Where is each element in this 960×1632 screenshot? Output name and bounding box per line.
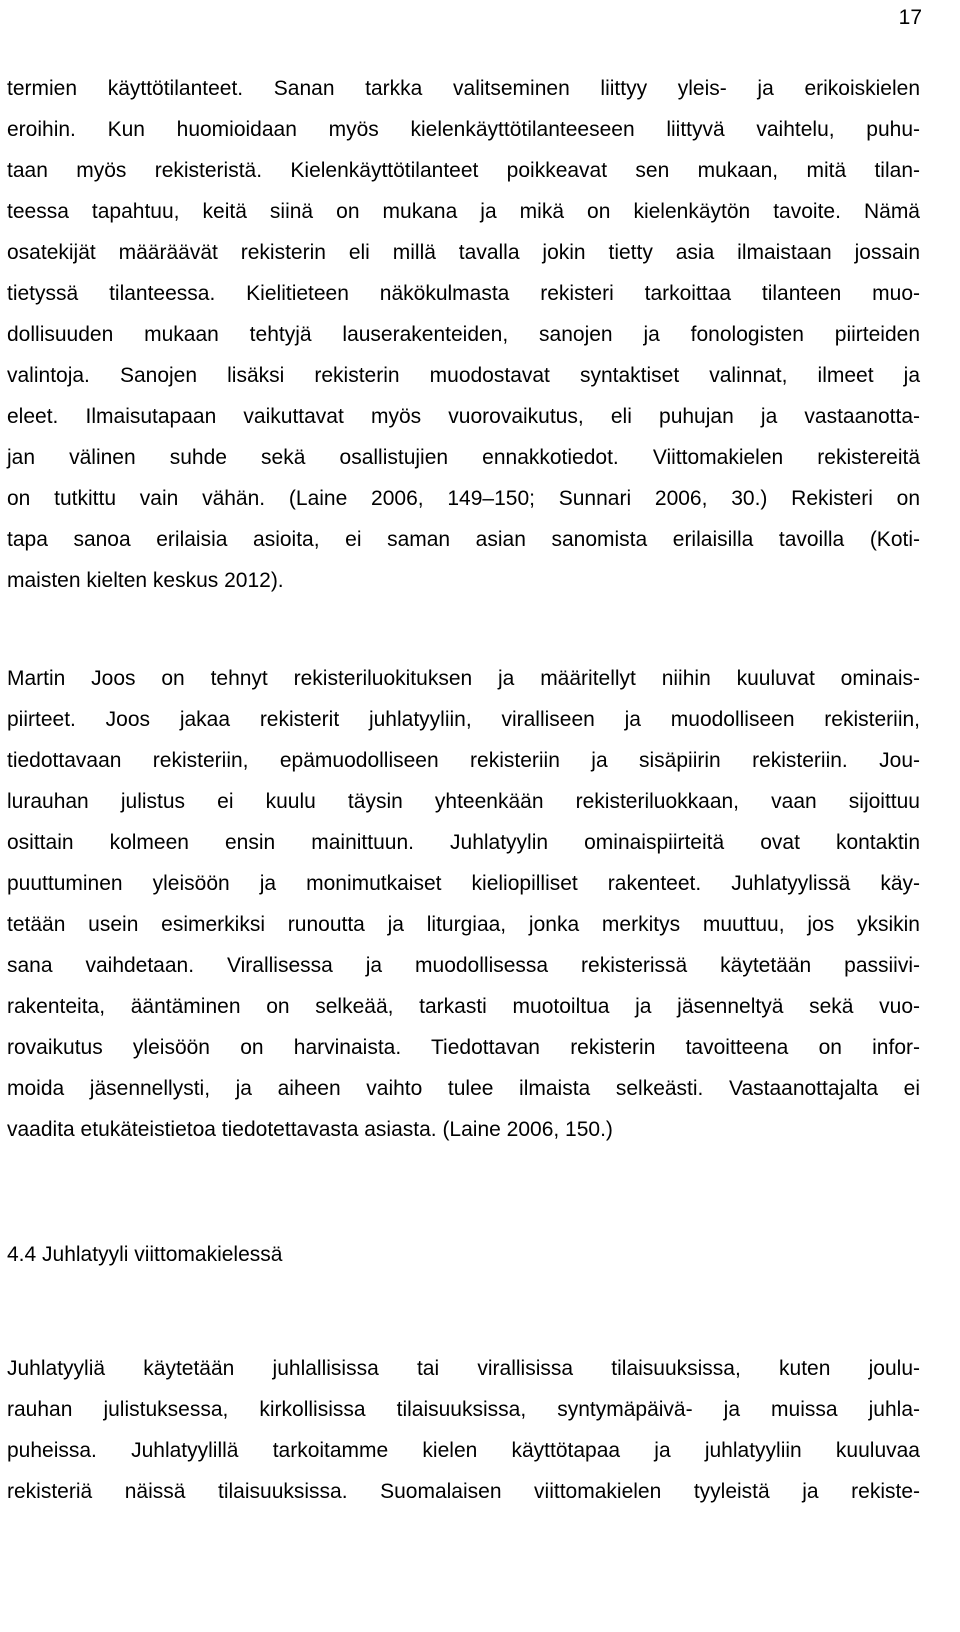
paragraph-2-line-7: tetään usein esimerkiksi runoutta ja liturgiaa, jonka merkitys muuttuu, jos yksikin <box>7 913 920 936</box>
paragraph-2-line-1: Martin Joos on tehnyt rekisteriluokituksen ja määritellyt niihin kuuluvat ominais- <box>7 667 920 690</box>
paragraph-2-line-5: osittain kolmeen ensin mainittuun. Juhlatyylin ominaispiirteitä ovat kontaktin <box>7 831 920 854</box>
paragraph-1-line-1: termien käyttötilanteet. Sanan tarkka valitseminen liittyy yleis- ja erikoiskielen <box>7 77 920 100</box>
paragraph-1-line-7: dollisuuden mukaan tehtyjä lauserakenteiden, sanojen ja fonologisten piirteiden <box>7 323 920 346</box>
paragraph-2-line-11: moida jäsennellysti, ja aiheen vaihto tulee ilmaista selkeästi. Vastaanottajalta ei <box>7 1077 920 1100</box>
paragraph-1-line-6: tietyssä tilanteessa. Kielitieteen näkökulmasta rekisteri tarkoittaa tilanteen muo- <box>7 282 920 305</box>
page-number: 17 <box>898 6 922 29</box>
paragraph-1-line-5: osatekijät määräävät rekisterin eli millä tavalla jokin tietty asia ilmaistaan jossain <box>7 241 920 264</box>
paragraph-1-line-12: tapa sanoa erilaisia asioita, ei saman asian sanomista erilaisilla tavoilla (Koti- <box>7 528 920 551</box>
paragraph-2-line-4: lurauhan julistus ei kuulu täysin yhteenkään rekisteriluokkaan, vaan sijoittuu <box>7 790 920 813</box>
paragraph-1-line-11: on tutkittu vain vähän. (Laine 2006, 149–150; Sunnari 2006, 30.) Rekisteri on <box>7 487 920 510</box>
paragraph-2-line-8: sana vaihdetaan. Virallisessa ja muodollisessa rekisterissä käytetään passiivi- <box>7 954 920 977</box>
paragraph-2-line-2: piirteet. Joos jakaa rekisterit juhlatyyliin, viralliseen ja muodolliseen rekisteriin, <box>7 708 920 731</box>
paragraph-2-line-12: vaadita etukäteistietoa tiedotettavasta asiasta. (Laine 2006, 150.) <box>7 1118 613 1141</box>
paragraph-2-line-9: rakenteita, ääntäminen on selkeää, tarkasti muotoiltua ja jäsenneltyä sekä vuo- <box>7 995 920 1018</box>
paragraph-2-line-6: puuttuminen yleisöön ja monimutkaiset kieliopilliset rakenteet. Juhlatyylissä käy- <box>7 872 920 895</box>
paragraph-3-line-2: rauhan julistuksessa, kirkollisissa tilaisuuksissa, syntymäpäivä- ja muissa juhla- <box>7 1398 920 1421</box>
paragraph-1-line-9: eleet. Ilmaisutapaan vaikuttavat myös vuorovaikutus, eli puhujan ja vastaanotta- <box>7 405 920 428</box>
paragraph-1-line-2: eroihin. Kun huomioidaan myös kielenkäyttötilanteeseen liittyvä vaihtelu, puhu- <box>7 118 920 141</box>
paragraph-3-line-1: Juhlatyyliä käytetään juhlallisissa tai virallisissa tilaisuuksissa, kuten joulu- <box>7 1357 920 1380</box>
paragraph-2-line-3: tiedottavaan rekisteriin, epämuodolliseen rekisteriin ja sisäpiirin rekisteriin. Jou- <box>7 749 920 772</box>
paragraph-1-line-4: teessa tapahtuu, keitä siinä on mukana ja mikä on kielenkäytön tavoite. Nämä <box>7 200 920 223</box>
paragraph-3-line-4: rekisteriä näissä tilaisuuksissa. Suomalaisen viittomakielen tyyleistä ja rekiste- <box>7 1480 920 1503</box>
paragraph-1-line-13: maisten kielten keskus 2012). <box>7 569 284 592</box>
paragraph-1-line-8: valintoja. Sanojen lisäksi rekisterin muodostavat syntaktiset valinnat, ilmeet ja <box>7 364 920 387</box>
paragraph-1-line-3: taan myös rekisteristä. Kielenkäyttötilanteet poikkeavat sen mukaan, mitä tilan- <box>7 159 920 182</box>
paragraph-3-line-3: puheissa. Juhlatyylillä tarkoitamme kielen käyttötapaa ja juhlatyyliin kuuluvaa <box>7 1439 920 1462</box>
paragraph-1-line-10: jan välinen suhde sekä osallistujien ennakkotiedot. Viittomakielen rekistereitä <box>7 446 920 469</box>
section-heading: 4.4 Juhlatyyli viittomakielessä <box>7 1243 283 1266</box>
paragraph-2-line-10: rovaikutus yleisöön on harvinaista. Tiedottavan rekisterin tavoitteena on infor- <box>7 1036 920 1059</box>
